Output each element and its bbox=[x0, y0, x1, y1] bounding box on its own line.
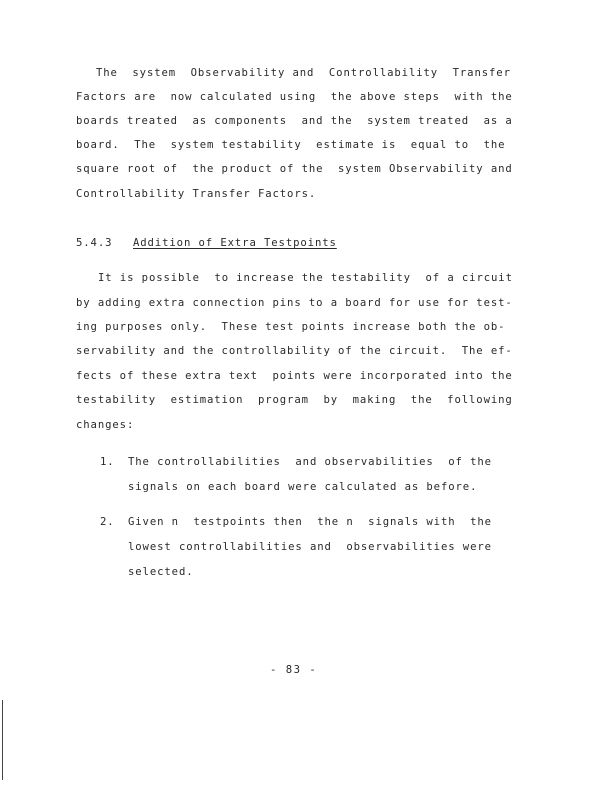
paragraph-2-line-2: by adding extra connection pins to a board for use for test- bbox=[76, 297, 513, 309]
list-item-2-line-3: selected. bbox=[128, 566, 194, 578]
list-item-1-line-2: signals on each board were calculated as before. bbox=[128, 481, 478, 493]
paragraph-1-line-5: square root of the product of the system Observability and bbox=[76, 163, 513, 175]
scan-edge-mark bbox=[2, 700, 3, 780]
paragraph-1-line-6: Controllability Transfer Factors. bbox=[76, 188, 317, 200]
paragraph-2-line-1: It is possible to increase the testability of a circuit bbox=[98, 272, 513, 284]
paragraph-2-line-6: testability estimation program by making the following bbox=[76, 394, 513, 406]
section-title: Addition of Extra Testpoints bbox=[133, 237, 337, 249]
paragraph-2-line-7: changes: bbox=[76, 419, 135, 431]
section-number: 5.4.3 bbox=[76, 237, 113, 249]
page-number: - 83 - bbox=[270, 664, 318, 676]
list-item-2-number: 2. bbox=[100, 516, 115, 528]
list-item-1-number: 1. bbox=[100, 456, 115, 468]
paragraph-2-line-4: servability and the controllability of the circuit. The ef- bbox=[76, 345, 513, 357]
paragraph-1-line-2: Factors are now calculated using the above steps with the bbox=[76, 91, 513, 103]
paragraph-1-line-3: boards treated as components and the system treated as a bbox=[76, 115, 513, 127]
list-item-2-line-1: Given n testpoints then the n signals with the bbox=[128, 516, 492, 528]
paragraph-2-line-5: fects of these extra text points were incorporated into the bbox=[76, 370, 513, 382]
list-item-2-line-2: lowest controllabilities and observabilities were bbox=[128, 541, 492, 553]
paragraph-1-line-1: The system Observability and Controllability Transfer bbox=[96, 67, 511, 79]
paragraph-1-line-4: board. The system testability estimate is equal to the bbox=[76, 139, 506, 151]
paragraph-2-line-3: ing purposes only. These test points increase both the ob- bbox=[76, 321, 506, 333]
list-item-1-line-1: The controllabilities and observabilities of the bbox=[128, 456, 492, 468]
